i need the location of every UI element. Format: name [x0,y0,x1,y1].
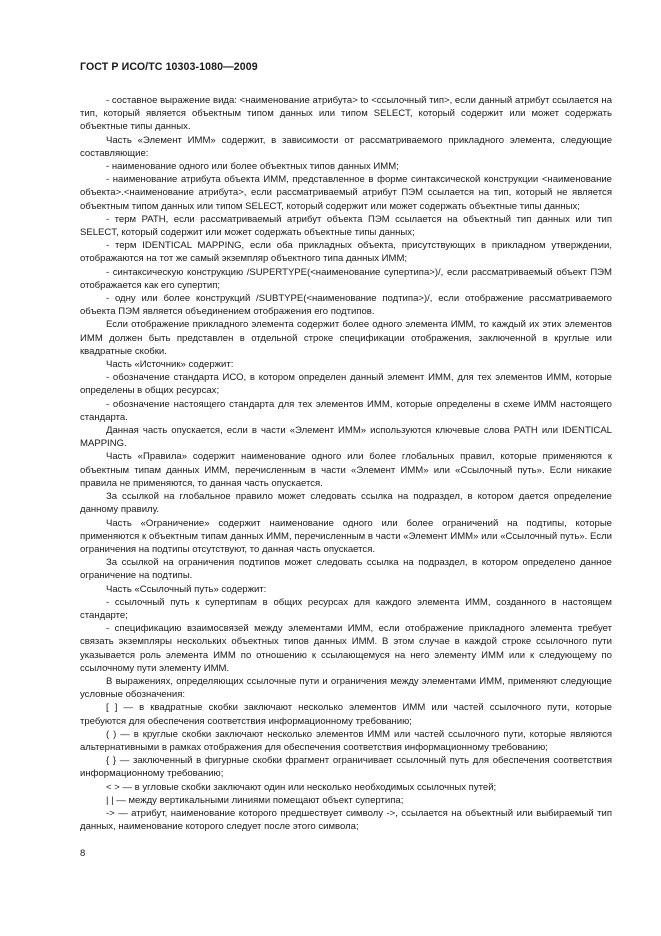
paragraph-rules-part: Часть «Правила» содержит наименование одного или более глобальных правил, которые применяются к объектным типам данных ИММ, перечисленным в части «Элемент ИММ» или «Ссылочный путь». Если никакие правила не применяются, то данная часть опускается. [80,451,612,489]
list-item-supertype-path: - ссылочный путь к супертипам в общих ресурсах для каждого элемента ИММ, созданного в настоящем стандарте; [80,596,612,621]
notation-angle-brackets: < > — в угловые скобки заключают один или несколько необходимых ссылочных путей; [106,781,497,793]
list-item-attribute-name: - наименование атрибута объекта ИММ, представленное в форме синтаксической конструкции <наименование объекта>.<наименование атрибута>, если рассматриваемый атрибут ПЭМ ссылается на тип, который не является объектным типом данных или типом SELECT, который содержит или может содержать объектные типы данных; [80,174,612,212]
paragraph-reference-path-part: Часть «Ссылочный путь» содержит: [106,583,267,595]
notation-round-brackets: ( ) — в круглые скобки заключают несколько элементов ИММ или частей ссылочного пути, которые являются альтернативными в рамках отображения для обеспечения соответствия информационному требованию; [80,728,612,753]
paragraph-source-part: Часть «Источник» содержит: [106,359,234,371]
document-header: ГОСТ Р ИСО/ТС 10303-1080—2009 [80,61,258,73]
list-item-object-types: - наименование одного или более объектных типов данных ИММ; [106,161,399,173]
paragraph-restriction-reference: За ссылкой на ограничения подтипов может следовать ссылка на подраздел, в котором определено данное ограничение на подтипы. [80,557,612,582]
paragraph-imm-element-part: Часть «Элемент ИММ» содержит, в зависимости от рассматриваемого прикладного элемента, следующие составляющие: [80,134,612,159]
list-item-this-standard: - обозначение настоящего стандарта для тех элементов ИММ, которые определены в схеме ИММ настоящего стандарта. [80,398,612,423]
paragraph-composite-expression: - составное выражение вида: <наименование атрибута> to <ссылочный тип>, если данный атрибут ссылается на тип, который является объектным типом данных или типом SELECT, который содержит или может содержать объектные типы данных. [80,95,612,133]
list-item-supertype: - синтаксическую конструкцию /SUPERTYPE(<наименование супертипа>)/, если рассматриваемый объект ПЭМ отображается как его супертип; [80,266,612,291]
list-item-relationship-spec: - спецификацию взаимосвязей между элементами ИММ, если отображение прикладного элемента требует связать экземпляры нескольких объектных типов данных ИММ. В этом случае в каждой строке ссылочного пути указывается роль элемента ИММ по отношению к ссылающемуся на него элементу ИММ или к следующему по ссылочному пути элементу ИММ. [80,623,612,674]
paragraph-multiple-elements: Если отображение прикладного элемента содержит более одного элемента ИММ, то каждый их этих элементов ИММ должен быть представлен в отдельной строке спецификации отображения, заключенной в круглые или квадратные скобки. [80,319,612,357]
list-item-term-path: - терм PATH, если рассматриваемый атрибут объекта ПЭМ ссылается на объектный тип данных или тип SELECT, который содержит или может содержать объектные типы данных; [80,213,612,239]
list-item-iso-standard: - обозначение стандарта ИСО, в котором определен данный элемент ИММ, для тех элементов ИММ, которые определены в общих ресурсах; [80,372,612,397]
paragraph-notation-intro: В выражениях, определяющих ссылочные пути и ограничения между элементами ИММ, применяют следующие условные обозначения: [80,675,612,701]
document-body [80,94,612,833]
notation-curly-brackets: { } — заключенный в фигурные скобки фрагмент ограничивает ссылочный путь для обеспечения соответствия информационному требованию; [80,755,612,780]
notation-vertical-lines: | | — между вертикальными линиями помещают объект супертипа; [106,794,404,806]
list-item-subtype: - одну или более конструкций /SUBTYPE(<наименование подтипа>)/, если отображение рассматриваемого объекта ПЭМ является объединением отображения его подтипов. [80,293,612,318]
page-number: 8 [80,848,86,859]
notation-square-brackets: [ ] — в квадратные скобки заключают несколько элементов ИММ или частей ссылочного пути, которые требуются для обеспечения соответствия информационному требованию; [80,702,612,727]
paragraph-rule-reference: За ссылкой на глобальное правило может следовать ссылка на подраздел, в котором дается определение данному правилу. [80,491,612,516]
notation-arrow: -> — атрибут, наименование которого предшествует символу ->, ссылается на объектный или выбираемый тип данных, наименование которого следует после этого символа; [80,807,612,833]
paragraph-source-omitted: Данная часть опускается, если в части «Элемент ИММ» используются ключевые слова PATH или IDENTICAL MAPPING. [80,425,612,450]
paragraph-restriction-part: Часть «Ограничение» содержит наименование одного или более ограничений на подтипы, которые применяются к объектным типам данных ИММ, перечисленным в части «Элемент ИММ» или «Ссылочный путь». Если ограничения на подтипы отсутствуют, то данная часть опускается. [80,517,612,555]
list-item-identical-mapping: - терм IDENTICAL MAPPING, если оба прикладных объекта, присутствующих в прикладном утверждении, отображаются на тот же самый экземпляр объектного типа данных ИММ; [80,240,612,265]
